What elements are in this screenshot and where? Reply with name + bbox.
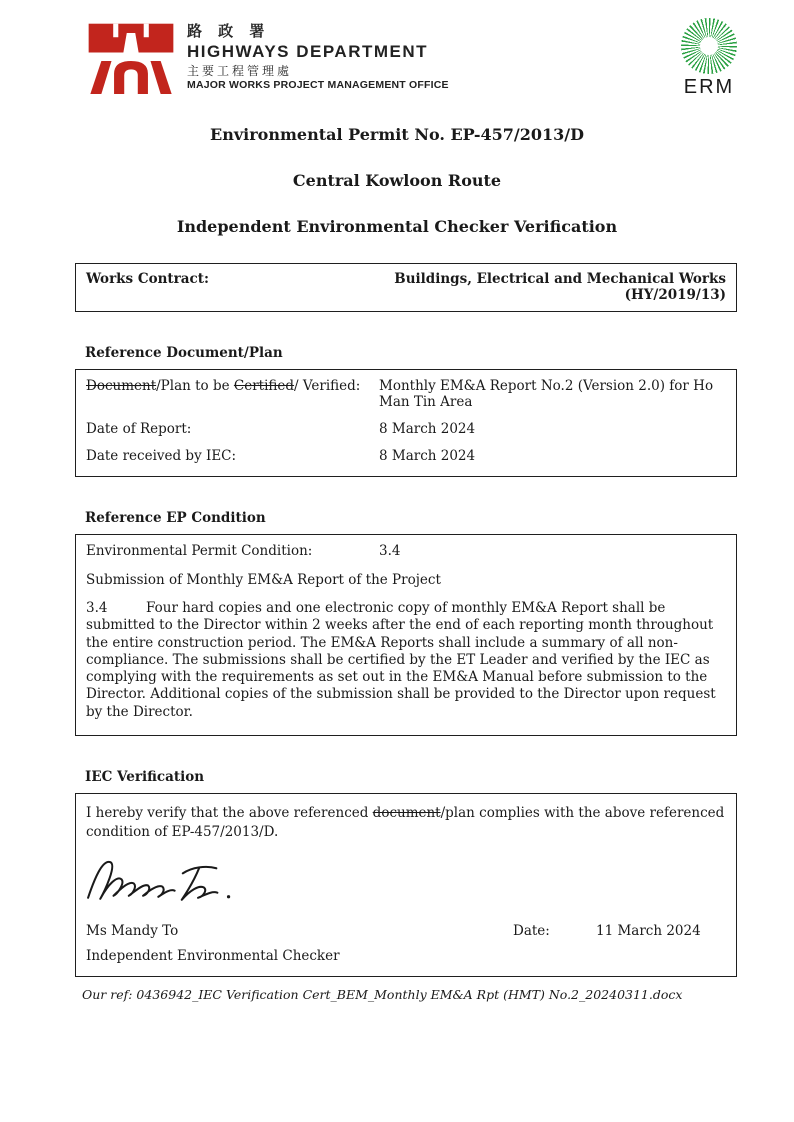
signature-area — [84, 853, 736, 911]
department-name-block — [187, 24, 449, 93]
office-name-english: MAJOR WORKS PROJECT MANAGEMENT OFFICE — [187, 79, 449, 92]
signatory-row — [76, 911, 736, 939]
statement-part-1: I hereby verify that the above referenced — [86, 804, 373, 821]
document-word-struck-2: document — [372, 804, 441, 821]
erm-sunburst-icon — [681, 18, 737, 74]
date-received-label: Date received by IEC: — [86, 448, 237, 464]
highways-department-brand — [88, 22, 449, 94]
permit-number-title: Environmental Permit No. EP-457/2013/D — [210, 125, 584, 144]
department-name-english: HIGHWAYS DEPARTMENT — [187, 41, 429, 61]
document-plan-value: Monthly EM&A Report No.2 (Version 2.0) for Ho Man Tin Area — [379, 378, 714, 410]
works-contract-value: Buildings, Electrical and Mechanical Works (HY/2019/13) — [394, 271, 726, 303]
plan-to-be-text: /Plan to be — [156, 378, 234, 394]
reference-ep-heading: Reference EP Condition — [85, 510, 266, 526]
erm-logo-text: ERM — [683, 76, 735, 98]
office-name-chinese: 主要工程管理處 — [187, 63, 293, 78]
works-contract-label: Works Contract: — [86, 271, 209, 287]
document-titles — [0, 125, 794, 236]
works-contract-table — [75, 263, 737, 312]
document-plan-row — [76, 370, 736, 413]
reference-ep-table — [75, 534, 737, 736]
verified-text: / Verified: — [294, 378, 361, 394]
reference-document-table — [75, 369, 737, 477]
date-of-report-row — [76, 413, 736, 440]
signature-date-value: 11 March 2024 — [596, 922, 701, 939]
signature-date-label: Date: — [513, 922, 550, 939]
erm-logo-block — [681, 18, 737, 99]
iec-verification-heading: IEC Verification — [85, 768, 205, 785]
reference-document-heading: Reference Document/Plan — [85, 345, 283, 361]
document-plan-label — [86, 378, 379, 410]
date-received-value: 8 March 2024 — [379, 448, 476, 464]
iec-verification-box — [75, 793, 737, 977]
ep-clause-text: Four hard copies and one electronic copy of monthly EM&A Report shall be submitted to the Director within 2 weeks after the end of each reporting month throughout the entire construction period. The EM&A Reports shall include a summary of all non-compliance. The submissions shall be certified by the ET Leader and verified by the IEC as complying with the requirements as set out in the EM&A Manual before submission to the Director. Additional copies of the submission shall be provided to the Director upon request by the Director. — [86, 600, 716, 720]
statement-part-2: /plan complies with the above referenced condition of EP-457/2013/D. — [86, 804, 725, 841]
ep-condition-row — [76, 535, 736, 562]
verification-statement — [76, 794, 736, 843]
date-of-report-label: Date of Report: — [86, 421, 192, 437]
document-body — [0, 263, 794, 977]
certified-word-struck: Certified — [233, 378, 295, 394]
ep-clause-number: 3.4 — [86, 600, 108, 616]
ep-condition-label: Environmental Permit Condition: — [86, 543, 313, 559]
highways-department-logo-icon — [88, 22, 174, 94]
works-contract-row — [76, 264, 736, 311]
department-name-chinese: 路 政 署 — [187, 23, 271, 40]
signatory-name: Ms Mandy To — [86, 922, 179, 939]
document-word-struck: Document — [86, 378, 157, 394]
signatory-title: Independent Environmental Checker — [86, 947, 340, 964]
ep-condition-subheading: Submission of Monthly EM&A Report of the Project — [86, 572, 441, 588]
page-header — [0, 0, 794, 99]
project-title: Central Kowloon Route — [292, 171, 502, 190]
date-of-report-value: 8 March 2024 — [379, 421, 476, 437]
document-type-title: Independent Environmental Checker Verification — [176, 217, 618, 236]
ep-condition-value: 3.4 — [379, 543, 401, 559]
handwritten-signature — [84, 853, 257, 909]
ep-clause-paragraph — [76, 590, 736, 735]
date-received-row — [76, 440, 736, 476]
our-ref-footer: Our ref: 0436942_IEC Verification Cert_BEM_Monthly EM&A Rpt (HMT) No.2_20240311.docx — [82, 986, 683, 1002]
